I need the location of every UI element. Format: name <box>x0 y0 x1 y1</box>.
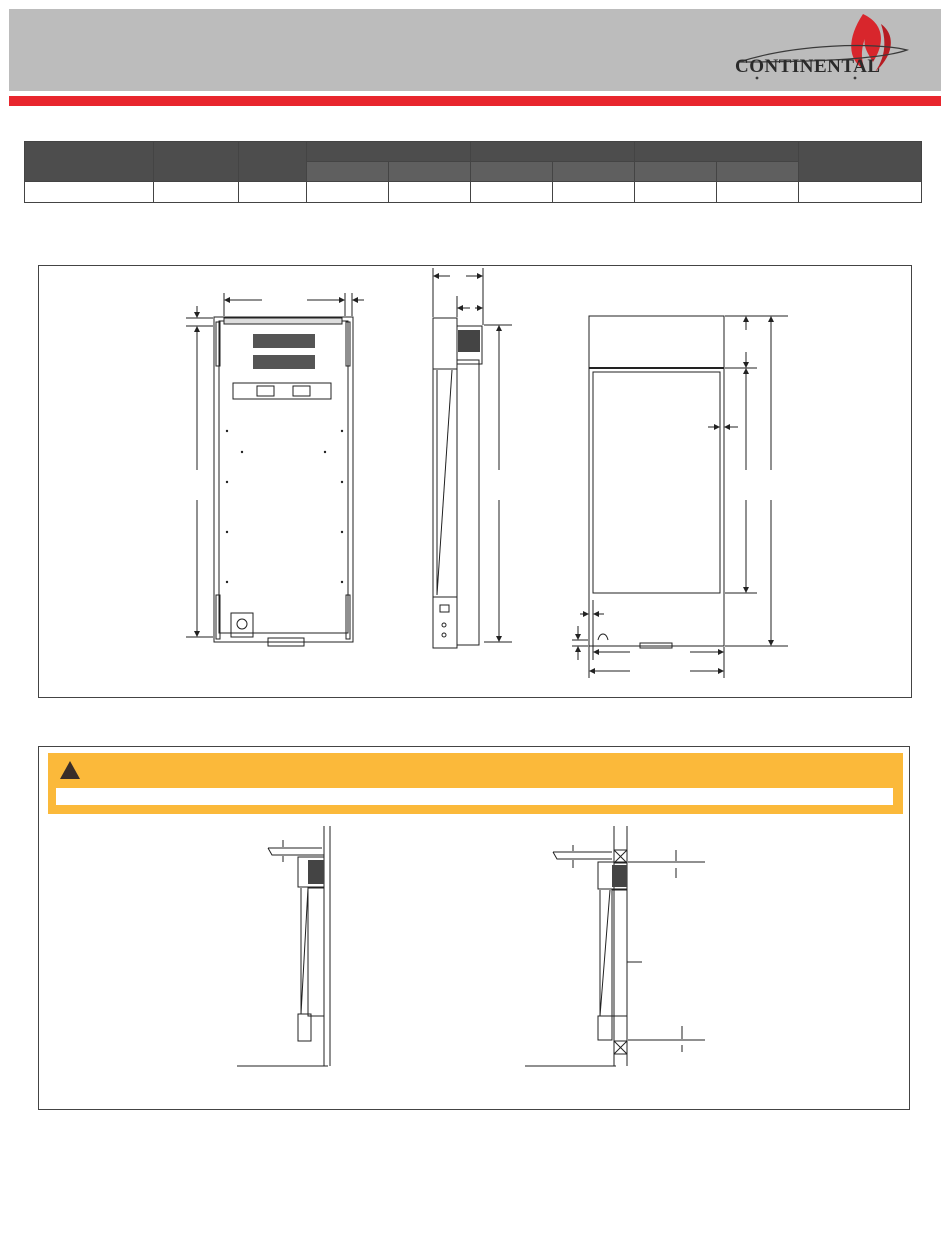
recessed-mount-drawing <box>525 826 705 1066</box>
flush-mount-drawing <box>237 826 330 1066</box>
brand-wordmark: CONTINENTAL <box>735 56 881 77</box>
